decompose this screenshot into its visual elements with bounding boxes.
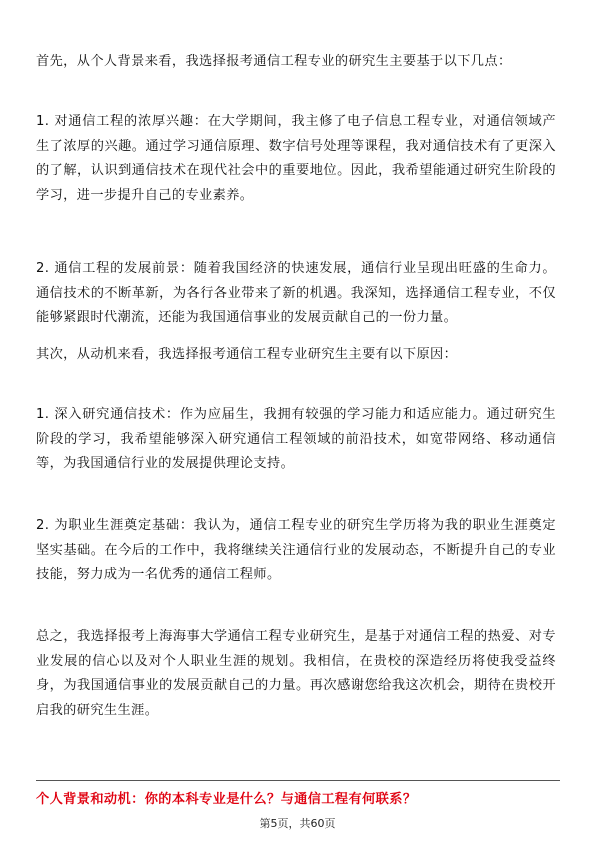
paragraph-intro-background: 首先，从个人背景来看，我选择报考通信工程专业的研究生主要基于以下几点： [36,54,512,69]
page-number-footer: 第5页，共60页 [259,817,336,830]
paragraph-point-interest: 1. 对通信工程的浓厚兴趣：在大学期间，我主修了电子信息工程专业，对通信领域产生了浓厚的兴趣。通过学习通信原理、数字信号处理等课程，我对通信技术有了更深入的了解，认识到通信技术在现代社会中的重要地位。因此，我希望能通过研究生阶段的学习，进一步提升自己的专业素养。 [36,114,556,203]
paragraph-point-research: 1. 深入研究通信技术：作为应届生，我拥有较强的学习能力和适应能力。通过研究生阶段的学习，我希望能够深入研究通信工程领域的前沿技术，如宽带网络、移动通信等，为我国通信行业的发展提供理论支持。 [36,407,556,471]
section-divider [36,780,560,781]
paragraph-intro-motivation: 其次，从动机来看，我选择报考通信工程专业研究生主要有以下原因： [36,347,458,362]
paragraph-point-prospects: 2. 通信工程的发展前景：随着我国经济的快速发展，通信行业呈现出旺盛的生命力。通信技术的不断革新，为各行各业带来了新的机遇。我深知，选择通信工程专业，不仅能够紧跟时代潮流，还能为我国通信事业的发展贡献自己的一份力量。 [36,261,556,325]
interview-question: 个人背景和动机：你的本科专业是什么？与通信工程有何联系？ [36,792,417,807]
paragraph-point-career: 2. 为职业生涯奠定基础：我认为，通信工程专业的研究生学历将为我的职业生涯奠定坚实基础。在今后的工作中，我将继续关注通信行业的发展动态，不断提升自己的专业技能，努力成为一名优秀的通信工程师。 [36,518,556,582]
paragraph-conclusion: 总之，我选择报考上海海事大学通信工程专业研究生，是基于对通信工程的热爱、对专业发展的信心以及对个人职业生涯的规划。我相信，在贵校的深造经历将使我受益终身，为我国通信事业的发展贡献自己的力量。再次感谢您给我这次机会，期待在贵校开启我的研究生生涯。 [36,629,556,718]
